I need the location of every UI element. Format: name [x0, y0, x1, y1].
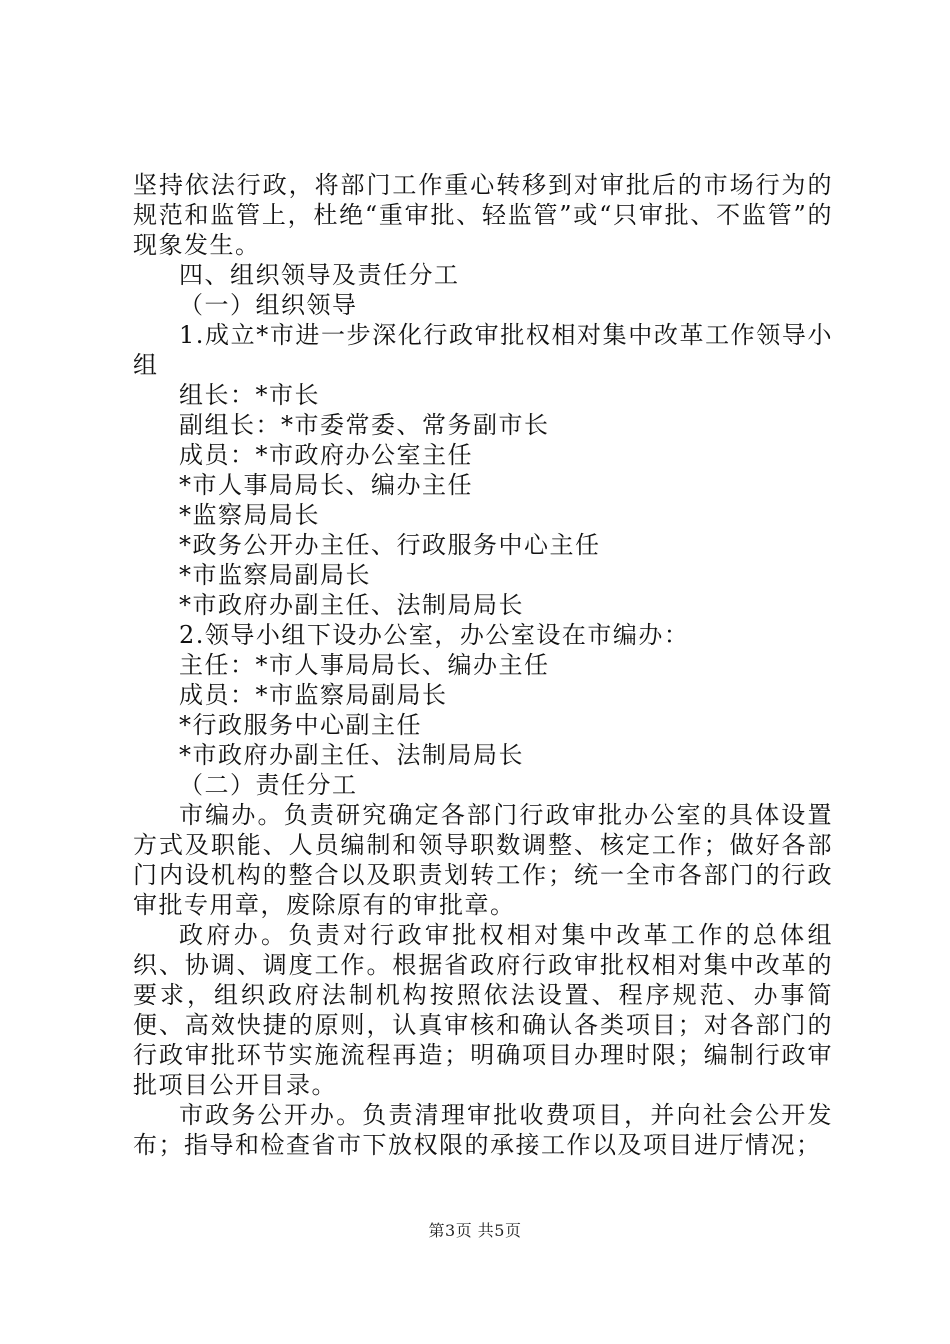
member-line: *市政府办副主任、法制局局长: [179, 741, 524, 769]
duty-paragraph: 市政务公开办。负责清理审批收费项目，并向社会公开发布；指导和检查省市下放权限的承接工作以及项目进厅情况；: [133, 1101, 833, 1159]
list-item-2: 2.领导小组下设办公室，办公室设在市编办：: [179, 621, 690, 649]
member-line: *行政服务中心副主任: [179, 711, 422, 739]
subsection-heading-2: （二）责任分工: [179, 771, 358, 799]
subsection-heading-1: （一）组织领导: [179, 291, 358, 319]
page-number-footer: 第3页 共5页: [428, 1221, 522, 1240]
member-line: 主任：*市人事局局长、编办主任: [179, 651, 550, 679]
member-line: 副组长：*市委常委、常务副市长: [179, 411, 550, 439]
duty-paragraph: 政府办。负责对行政审批权相对集中改革工作的总体组织、协调、调度工作。根据省政府行政审批权相对集中改革的要求，组织政府法制机构按照依法设置、程序规范、办事简便、高效快捷的原则，认真审核和确认各类项目；对各部门的行政审批环节实施流程再造；明确项目办理时限；编制行政审批项目公开目录。: [133, 921, 833, 1099]
paragraph-intro: 坚持依法行政，将部门工作重心转移到对审批后的市场行为的规范和监管上，杜绝“重审批、轻监管”或“只审批、不监管”的现象发生。: [133, 171, 833, 259]
document-body: [133, 170, 833, 1160]
member-line: *市人事局局长、编办主任: [179, 471, 473, 499]
member-line: *政务公开办主任、行政服务中心主任: [179, 531, 601, 559]
member-line: *监察局局长: [179, 501, 320, 529]
member-line: *市政府办副主任、法制局局长: [179, 591, 524, 619]
list-item-1: 1.成立*市进一步深化行政审批权相对集中改革工作领导小组: [133, 321, 833, 379]
section-heading-4: 四、组织领导及责任分工: [179, 261, 460, 289]
member-line: *市监察局副局长: [179, 561, 371, 589]
member-line: 成员：*市政府办公室主任: [179, 441, 473, 469]
member-line: 成员：*市监察局副局长: [179, 681, 448, 709]
duty-paragraph: 市编办。负责研究确定各部门行政审批办公室的具体设置方式及职能、人员编制和领导职数调整、核定工作；做好各部门内设机构的整合以及职责划转工作；统一全市各部门的行政审批专用章，废除原有的审批章。: [133, 801, 833, 919]
member-line: 组长：*市长: [179, 381, 320, 409]
